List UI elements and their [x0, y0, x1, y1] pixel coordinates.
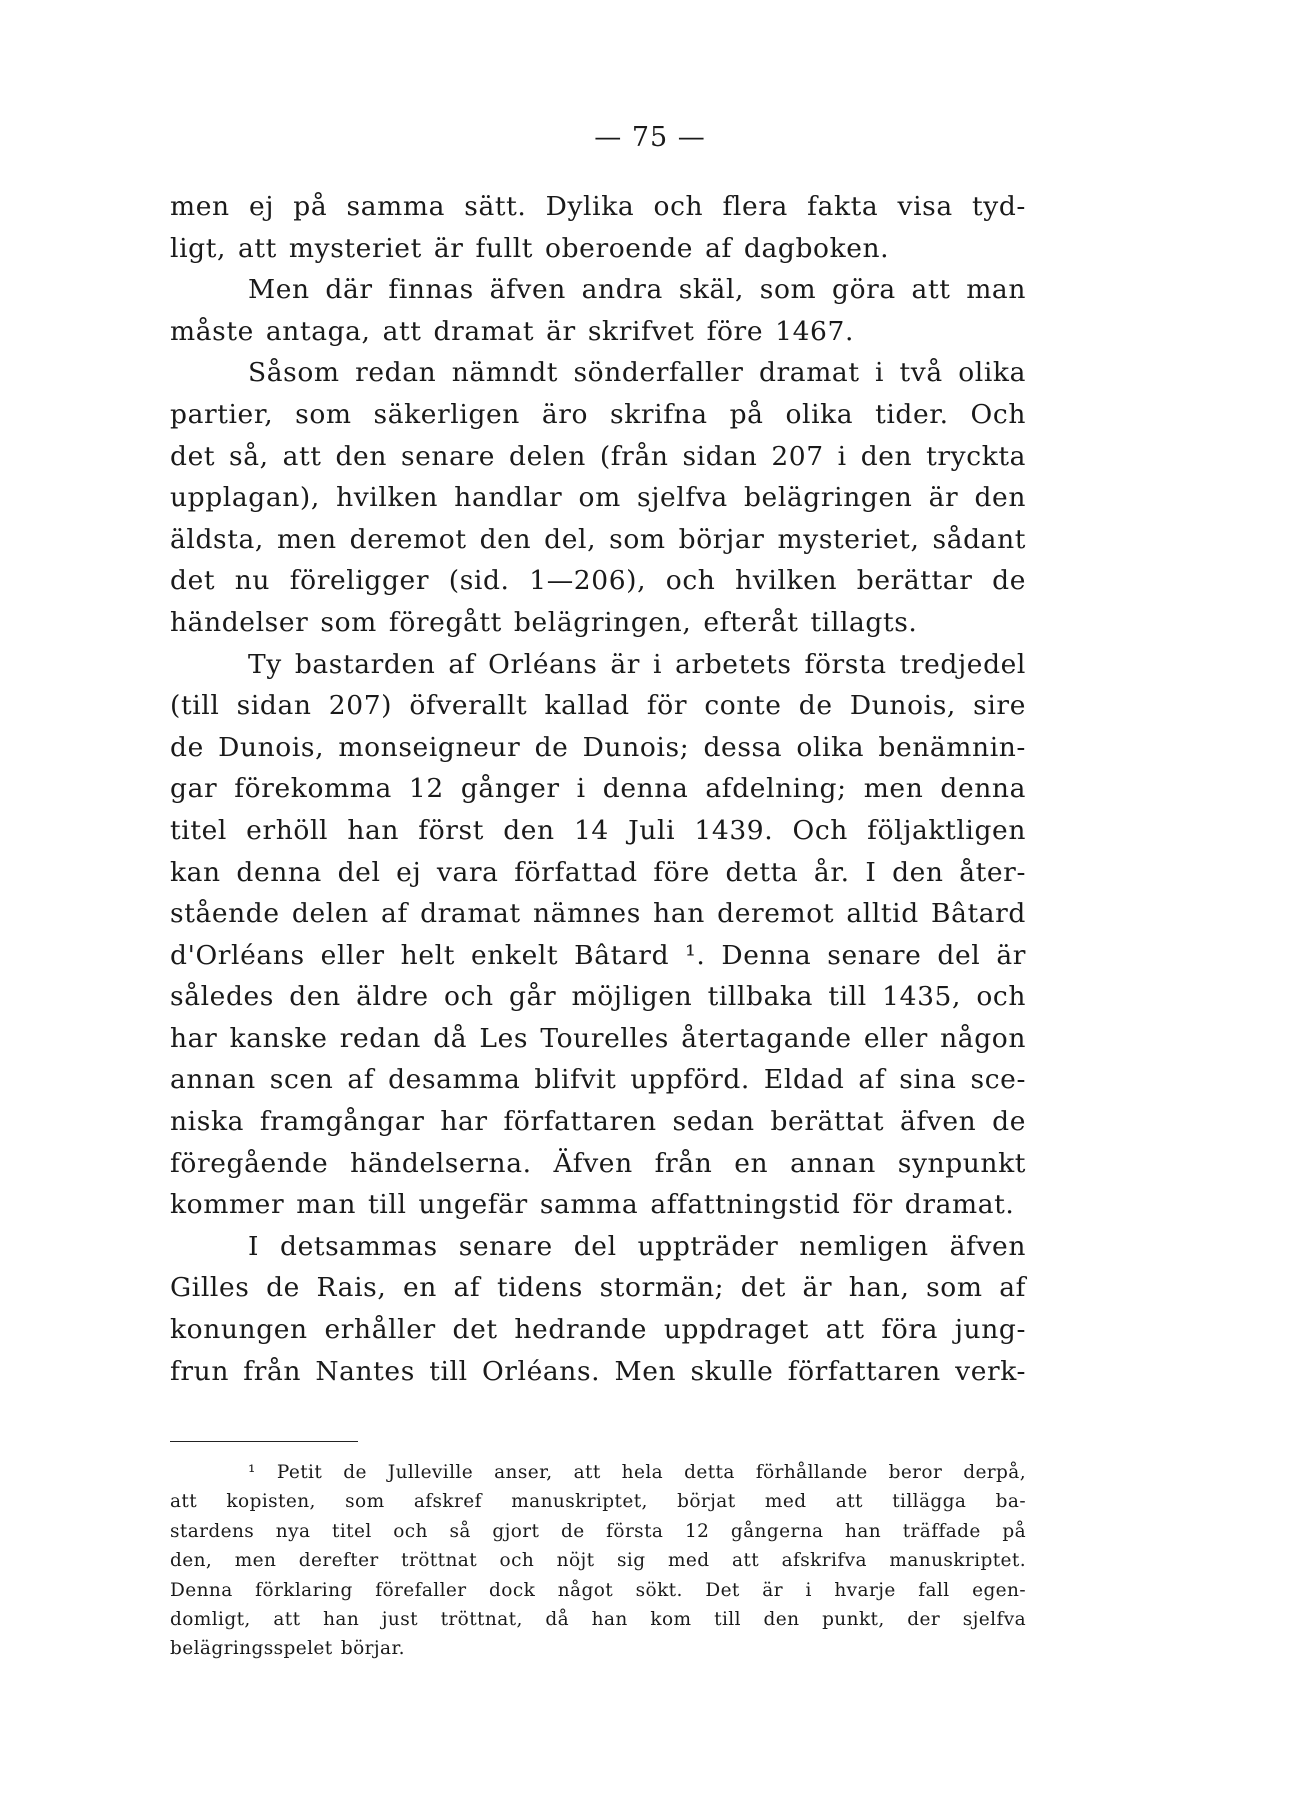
text-line: d'Orléans eller helt enkelt Bâtard ¹. Denna senare del är	[170, 939, 1026, 971]
text-line: Gilles de Rais, en af tidens stormän; det är han, som af	[170, 1272, 1026, 1304]
text-line: de Dunois, monseigneur de Dunois; dessa olika benämnin-	[170, 731, 1026, 763]
footnote-line: Denna förklaring förefaller dock något sökt. Det är i hvarje fall egen-	[170, 1579, 1026, 1601]
text-line: niska framgångar har författaren sedan berättat äfven de	[170, 1106, 1026, 1138]
footnote-line: stardens nya titel och så gjort de första 12 gångerna han träffade på	[170, 1520, 1026, 1542]
text-line: stående delen af dramat nämnes han deremot alltid Bâtard	[170, 898, 1026, 930]
text-line: har kanske redan då Les Tourelles återtagande eller någon	[170, 1022, 1026, 1054]
footnotes	[170, 1458, 1026, 1664]
text-line: I detsammas senare del uppträder nemligen äfven	[248, 1230, 1026, 1262]
text-line: det så, att den senare delen (från sidan 207 i den tryckta	[170, 440, 1026, 472]
text-line: gar förekomma 12 gånger i denna afdelning; men denna	[170, 773, 1026, 805]
footnote-line: belägringsspelet börjar.	[170, 1638, 405, 1660]
footnote-divider	[170, 1441, 358, 1442]
text-line: Men där finnas äfven andra skäl, som göra att man	[248, 274, 1026, 306]
text-line: föregående händelserna. Äfven från en annan synpunkt	[170, 1147, 1026, 1179]
body-text	[170, 186, 1026, 1392]
page-number: — 75 —	[594, 122, 706, 153]
footnote-line: att kopisten, som afskref manuskriptet, börjat med att tillägga ba-	[170, 1491, 1026, 1513]
text-line: ligt, att mysteriet är fullt oberoende af dagboken.	[170, 232, 890, 264]
text-line: frun från Nantes till Orléans. Men skulle författaren verk-	[170, 1355, 1026, 1387]
text-line: kan denna del ej vara författad före detta år. I den åter-	[170, 856, 1026, 888]
text-line: händelser som föregått belägringen, efteråt tillagts.	[170, 606, 918, 638]
text-line: måste antaga, att dramat är skrifvet före 1467.	[170, 315, 854, 347]
text-line: annan scen af desamma blifvit uppförd. Eldad af sina sce-	[170, 1064, 1026, 1096]
text-line: Ty bastarden af Orléans är i arbetets första tredjedel	[248, 648, 1026, 680]
text-line: men ej på samma sätt. Dylika och flera fakta visa tyd-	[170, 191, 1026, 222]
footnote-line: den, men derefter tröttnat och nöjt sig med att afskrifva manuskriptet.	[170, 1550, 1026, 1572]
text-line: konungen erhåller det hedrande uppdraget att föra jung-	[170, 1314, 1026, 1346]
text-line: Såsom redan nämndt sönderfaller dramat i två olika	[248, 357, 1026, 389]
text-line: partier, som säkerligen äro skrifna på olika tider. Och	[170, 398, 1026, 430]
text-line: upplagan), hvilken handlar om sjelfva belägringen är den	[170, 482, 1026, 514]
text-line: (till sidan 207) öfverallt kallad för conte de Dunois, sire	[170, 690, 1026, 722]
text-line: äldsta, men deremot den del, som börjar mysteriet, sådant	[170, 523, 1026, 555]
text-line: titel erhöll han först den 14 Juli 1439. Och följaktligen	[170, 814, 1026, 846]
text-line: det nu föreligger (sid. 1—206), och hvilken berättar de	[170, 565, 1026, 597]
text-line: kommer man till ungefär samma affattningstid för dramat.	[170, 1189, 1015, 1221]
text-line: således den äldre och går möjligen tillbaka till 1435, och	[170, 981, 1026, 1013]
footnote-line: domligt, att han just tröttnat, då han kom till den punkt, der sjelfva	[170, 1608, 1026, 1630]
footnote-line: ¹ Petit de Julleville anser, att hela detta förhållande beror derpå,	[248, 1462, 1026, 1483]
